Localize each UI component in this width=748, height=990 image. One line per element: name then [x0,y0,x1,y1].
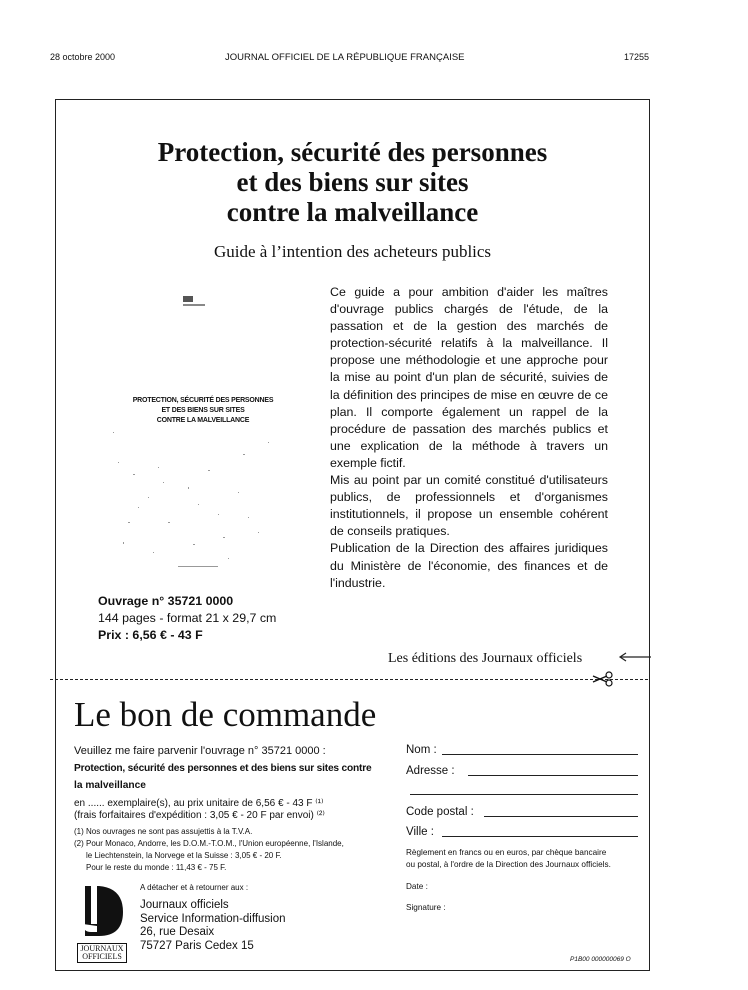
address-line: 26, rue Desaix [140,926,215,939]
cover-title-line-3: CONTRE LA MALVEILLANCE [156,417,250,424]
address-line: Service Information-diffusion [140,912,286,925]
adresse-field-2[interactable] [410,794,638,795]
order-form-title: Le bon de commande [74,695,377,734]
cut-line [50,679,648,680]
date-label: Date : [406,882,428,891]
ad-title-line-3: contre la malveillance [226,197,479,227]
logo-icon [77,884,127,938]
payment-note: Règlement en francs ou en euros, par chèque bancaire [406,848,607,857]
footnote-2: (2) Pour Monaco, Andorre, les D.O.M.-T.O.M., l'Union européenne, l'Islande, [74,839,344,848]
arrow-left-icon [617,652,653,662]
description-paragraph: Ce guide a pour ambition d'aider les maîtres d'ouvrage publics chargés de l'étude, de la passation et de la gestion des marchés de protection-sécurité relatifs à la malveillance. Il propose une méthodologie et une approche pour la mise au point d'un plan de sécurité, suivies de la définition des principes de mise en œuvre de ce plan. Il comporte également un rappel de la procédure de passation des marchés publics et une explication de la méthode à travers un exemple fictif. [330,285,608,470]
order-shipping-line: (frais forfaitaires d'expédition : 3,05 € - 20 F par envoi) ⁽²⁾ [74,810,325,821]
ad-title-line-2: et des biens sur sites [236,167,469,197]
header-journal-title: JOURNAL OFFICIEL DE LA RÉPUBLIQUE FRANÇAISE [225,52,465,63]
book-pages-format: 144 pages - format 21 x 29,7 cm [98,611,277,625]
order-request-line: Veuillez me faire parvenir l'ouvrage n° 35721 0000 : [74,745,326,757]
cover-title [98,396,308,426]
footnote-2-cont: le Liechtenstein, la Norvege et la Suisse : 3,05 € - 20 F. [86,851,282,860]
detach-instruction: A détacher et à retourner aux : [140,883,249,892]
nom-label: Nom : [406,744,437,756]
order-book-title-cont: la malveillance [74,780,146,791]
address-line: Journaux officiels [140,899,229,911]
payment-note-cont: ou postal, à l'ordre de la Direction des Journaux officiels. [406,860,611,869]
cover-title-line-1: PROTECTION, SÉCURITÉ DES PERSONNES [132,397,274,404]
return-address [140,899,286,953]
code-postal-field[interactable] [484,816,638,817]
cover-title-line-2: ET DES BIENS SUR SITES [161,407,245,414]
order-book-title: Protection, sécurité des personnes et des biens sur sites contre [74,763,372,774]
ville-label: Ville : [406,826,434,838]
description-paragraph: Publication de la Direction des affaires juridiques du Ministère de l'économie, des finances et de l'industrie. [330,541,608,590]
adresse-field[interactable] [468,775,638,776]
footnote-1: (1) Nos ouvrages ne sont pas assujettis à la T.V.A. [74,827,253,836]
footnote-2-cont: Pour le reste du monde : 11,43 € - 75 F. [86,863,227,872]
header-page-number: 17255 [624,52,650,62]
book-details [98,593,276,644]
ad-subtitle: Guide à l’intention des acheteurs publics [213,242,492,261]
order-quantity-line: en ...... exemplaire(s), au prix unitaire de 6,56 € - 43 F ⁽¹⁾ [74,798,324,809]
adresse-label: Adresse : [406,765,455,777]
code-postal-label: Code postal : [406,806,474,818]
scissors-icon [592,671,614,687]
reference-code: P1B00 000000069 O [570,956,631,963]
logo-text [77,943,127,963]
description-paragraph: Mis au point par un comité constitué d'utilisateurs publics, de professionnels et d'organismes institutionnels, il propose un ensemble cohérent de conseils pratiques. [330,473,608,539]
signature-label: Signature : [406,903,446,912]
journaux-officiels-logo [77,884,127,961]
nom-field[interactable] [442,754,638,755]
header-date: 28 octobre 2000 [50,52,116,62]
logo-text-line-1: JOURNAUX [80,944,124,953]
address-line: 75727 Paris Cedex 15 [140,939,254,952]
book-price: Prix : 6,56 € - 43 F [98,628,203,642]
book-cover-image [98,282,308,582]
ville-field[interactable] [442,836,638,837]
publisher-credit: Les éditions des Journaux officiels [388,651,583,666]
ad-description [330,284,608,592]
book-number: Ouvrage n° 35721 0000 [98,594,234,608]
ad-title-line-1: Protection, sécurité des personnes [157,137,548,167]
cover-texture-icon [98,282,308,582]
ad-title [55,137,650,227]
logo-text-line-2: OFFICIELS [82,952,122,961]
